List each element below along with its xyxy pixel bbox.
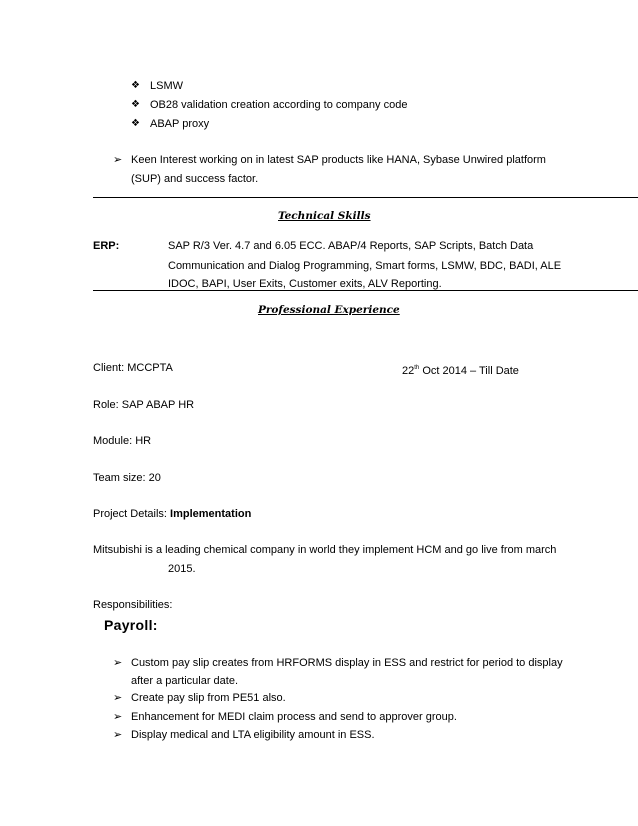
payroll-bullet-3: Enhancement for MEDI claim process and send to approver group.	[131, 711, 457, 723]
date-suffix: th	[414, 365, 420, 371]
diamond-bullet-icon: ❖	[131, 118, 140, 129]
interest-line-2: (SUP) and success factor.	[131, 173, 259, 185]
section-divider	[93, 290, 638, 291]
section-divider	[93, 197, 638, 198]
diamond-bullet-icon: ❖	[131, 80, 140, 91]
date-rest: Oct 2014 – Till Date	[419, 365, 519, 377]
erp-line-2: Communication and Dialog Programming, Smart forms, LSMW, BDC, BADI, ALE	[168, 260, 562, 272]
professional-experience-heading: Professional Experience	[258, 304, 400, 316]
payroll-heading: Payroll:	[104, 617, 158, 633]
date-range	[402, 361, 519, 378]
sub-bullet-item: OB28 validation creation according to company code	[150, 99, 408, 111]
description-line-1: Mitsubishi is a leading chemical company in world they implement HCM and go live from march	[93, 544, 557, 556]
project-details	[93, 507, 251, 521]
module: Module: HR	[93, 435, 152, 447]
arrow-bullet-icon: ➢	[113, 656, 123, 669]
sub-bullet-item: ABAP proxy	[150, 118, 210, 130]
erp-line-1: SAP R/3 Ver. 4.7 and 6.05 ECC. ABAP/4 Reports, SAP Scripts, Batch Data	[168, 240, 534, 252]
sub-bullet-item: LSMW	[150, 80, 183, 92]
diamond-bullet-icon: ❖	[131, 99, 140, 110]
date-day: 22	[402, 365, 415, 377]
payroll-bullet-1-line-1: Custom pay slip creates from HRFORMS display in ESS and restrict for period to display	[131, 657, 563, 669]
description-line-2: 2015.	[168, 563, 196, 575]
responsibilities-label: Responsibilities:	[93, 599, 173, 611]
team-size: Team size: 20	[93, 472, 161, 484]
payroll-bullet-4: Display medical and LTA eligibility amount in ESS.	[131, 729, 375, 741]
arrow-bullet-icon: ➢	[113, 710, 123, 723]
project-value: Implementation	[170, 508, 252, 520]
arrow-bullet-icon: ➢	[113, 691, 123, 704]
interest-line-1: Keen Interest working on in latest SAP products like HANA, Sybase Unwired platform	[131, 154, 546, 166]
payroll-bullet-1-line-2: after a particular date.	[131, 675, 239, 687]
client-name: Client: MCCPTA	[93, 362, 173, 374]
role: Role: SAP ABAP HR	[93, 399, 195, 411]
arrow-bullet-icon: ➢	[113, 153, 123, 166]
erp-line-3: IDOC, BAPI, User Exits, Customer exits, ALV Reporting.	[168, 278, 442, 290]
erp-label: ERP:	[93, 240, 120, 252]
payroll-bullet-2: Create pay slip from PE51 also.	[131, 692, 286, 704]
arrow-bullet-icon: ➢	[113, 728, 123, 741]
project-label: Project Details:	[93, 508, 171, 520]
technical-skills-heading: Technical Skills	[278, 210, 371, 222]
